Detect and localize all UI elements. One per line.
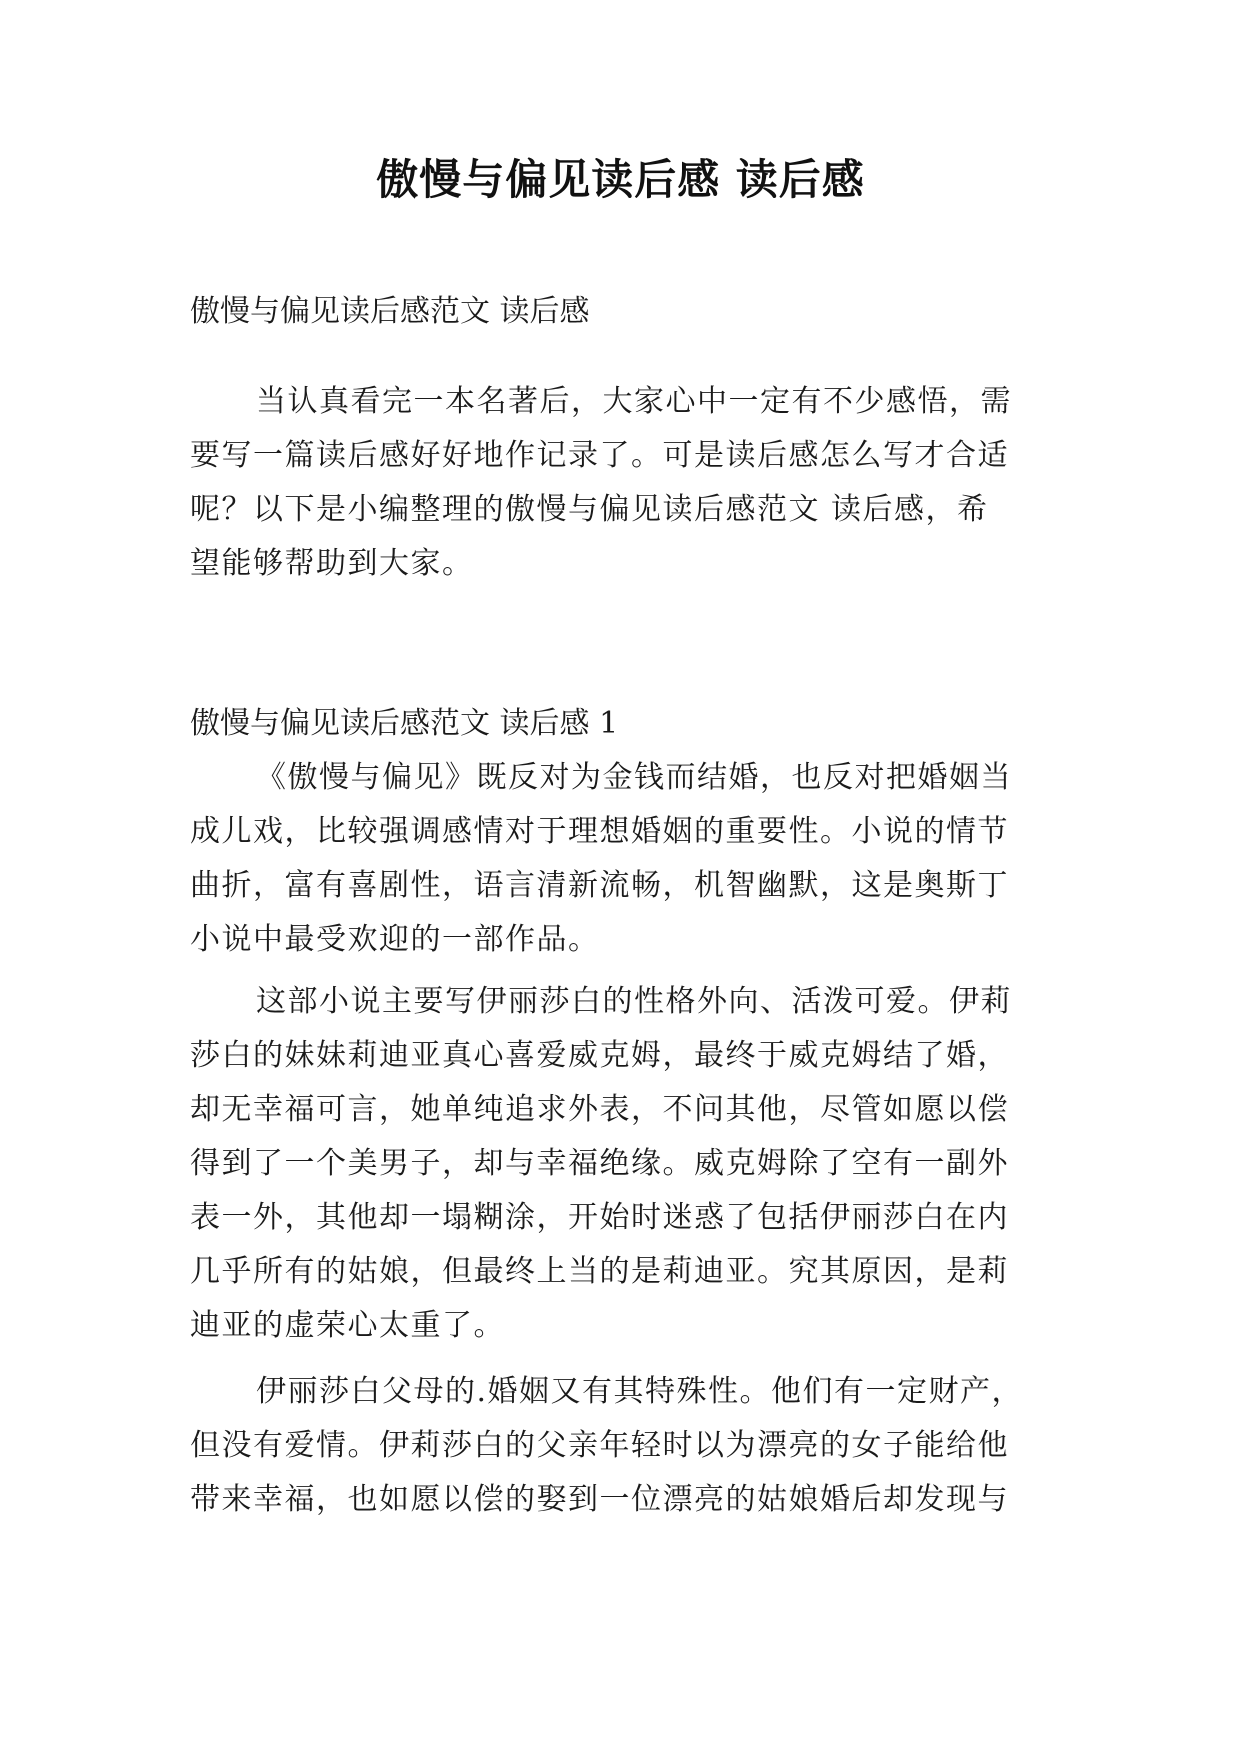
paragraph-line: 迪亚的虚荣心太重了。: [190, 1308, 505, 1343]
paragraph-line: 莎白的妹妹莉迪亚真心喜爱威克姆，最终于威克姆结了婚，: [190, 1038, 1009, 1073]
paragraph-line: 伊丽莎白父母的.婚姻又有其特殊性。他们有一定财产，: [256, 1374, 1024, 1409]
paragraph-line: 得到了一个美男子，却与幸福绝缘。威克姆除了空有一副外: [190, 1146, 1009, 1181]
intro-line: 呢？以下是小编整理的傲慢与偏见读后感范文 读后感，希: [190, 492, 989, 527]
paragraph-line: 这部小说主要写伊丽莎白的性格外向、活泼可爱。伊莉: [256, 984, 1012, 1019]
intro-line: 要写一篇读后感好好地作记录了。可是读后感怎么写才合适: [190, 438, 1009, 473]
paragraph-line: 但没有爱情。伊莉莎白的父亲年轻时以为漂亮的女子能给他: [190, 1428, 1009, 1463]
paragraph-line: 几乎所有的姑娘，但最终上当的是莉迪亚。究其原因，是莉: [190, 1254, 1009, 1289]
intro-line: 望能够帮助到大家。: [190, 546, 474, 581]
paragraph-line: 带来幸福，也如愿以偿的娶到一位漂亮的姑娘婚后却发现与: [190, 1482, 1009, 1517]
paragraph-line: 成儿戏，比较强调感情对于理想婚姻的重要性。小说的情节: [190, 814, 1009, 849]
document-subtitle: 傲慢与偏见读后感范文 读后感: [190, 294, 590, 329]
paragraph-line: 《傲慢与偏见》既反对为金钱而结婚，也反对把婚姻当: [256, 760, 1012, 795]
section-heading: 傲慢与偏见读后感范文 读后感 1: [190, 706, 619, 741]
paragraph-line: 却无幸福可言，她单纯追求外表，不问其他，尽管如愿以偿: [190, 1092, 1009, 1127]
paragraph-line: 曲折，富有喜剧性，语言清新流畅，机智幽默，这是奥斯丁: [190, 868, 1009, 903]
intro-line: 当认真看完一本名著后，大家心中一定有不少感悟，需: [256, 384, 1012, 419]
paragraph-line: 小说中最受欢迎的一部作品。: [190, 922, 600, 957]
document-title: 傲慢与偏见读后感 读后感: [376, 155, 865, 204]
paragraph-line: 表一外，其他却一塌糊涂，开始时迷惑了包括伊丽莎白在内: [190, 1200, 1009, 1235]
